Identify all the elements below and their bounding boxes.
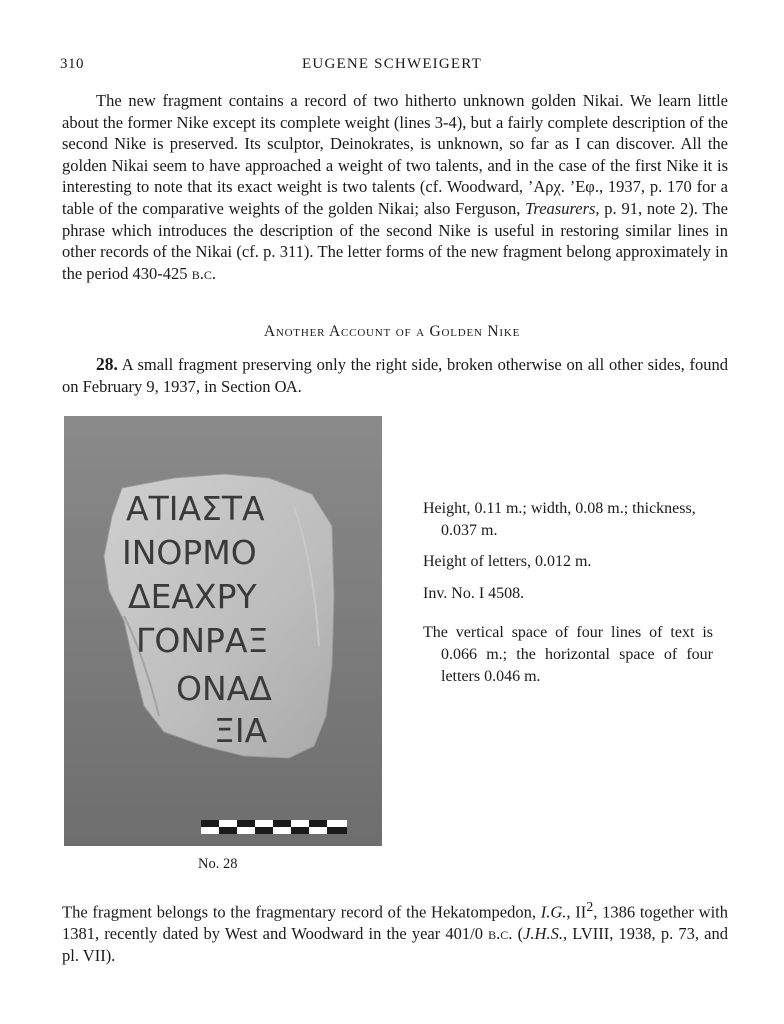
- scale-bar: [201, 820, 347, 834]
- section-heading: Another Account of a Golden Nike: [263, 323, 521, 340]
- closing-paragraph: [62, 896, 728, 966]
- fragment-photo: [64, 416, 382, 846]
- closing-text-3: , 1386 together with 1381, recently dated by West and Woodward in the year 401/0: [62, 902, 728, 944]
- entry-paragraph: [62, 354, 728, 397]
- ig-reference: I.G.,: [540, 902, 571, 922]
- closing-text-2: II: [570, 902, 587, 922]
- inscription-line-2: ΙΝΟΡΜΟ: [122, 533, 257, 572]
- closing-text-5: LVIII, 1938, p. 73, and pl. VII).: [62, 924, 728, 965]
- dimensions-text: Height, 0.11 m.; width, 0.08 m.; thickness, 0.037 m.: [423, 500, 696, 539]
- inscription-line-6: ΞΙΑ: [214, 711, 268, 750]
- greek-reference: ’Αρχ. ’Εφ.: [527, 177, 599, 197]
- fragment-specs: [423, 498, 713, 697]
- closing-era-label: b.c.: [488, 924, 513, 944]
- intro-text: The new fragment contains a record of two hitherto unknown golden Nikai. We learn little about the former Nike except its complete weight (lines 3-4), but a fairly complete description of the second Nike is preserved. Its sculptor, Deinokrates, is unknown, so far as I can discover. All the golden Nikai seem to have approached a weight of two talents, and in the case of the first Nike it is interesting to note that its exact weight is two talents (cf. Woodward,: [62, 91, 728, 197]
- inscription-line-1: ΑΤΙΑΣΤΑ: [126, 489, 265, 528]
- intro-text-2: , 1937, p. 170 for a table of the comparative weights of the golden Nikai; also Ferguson,: [62, 177, 728, 218]
- letter-height-text: Height of letters, 0.012 m.: [423, 553, 592, 571]
- inscription-line-3: ΔΕΑΧΡΥ: [128, 577, 257, 616]
- edition-superscript: 2: [586, 899, 594, 914]
- page-number: 310: [60, 56, 84, 72]
- spacing-text: The vertical space of four lines of text is 0.066 m.; the horizontal space of four letters 0.046 m.: [423, 624, 713, 685]
- inventory-number: Inv. No. I 4508.: [423, 584, 525, 602]
- intro-text-3: p. 91, note 2). The phrase which introduces the description of the second Nike is useful in restoring similar lines in other records of the Nikai (cf. p. 311). The letter forms of the new fragment belong approximately in the period 430-425: [62, 198, 728, 283]
- closing-text-4: (: [512, 924, 524, 944]
- inscription-line-5: ΟΝΑΔ: [176, 669, 272, 708]
- intro-paragraph: [62, 90, 728, 284]
- photo-caption: No. 28: [198, 856, 238, 872]
- treasurers-title: Treasurers,: [525, 198, 600, 218]
- journal-reference: J.H.S.,: [523, 924, 568, 944]
- closing-text: The fragment belongs to the fragmentary record of the Hekatompedon,: [62, 902, 541, 922]
- entry-text: A small fragment preserving only the right side, broken otherwise on all other sides, found on February 9, 1937, in Section: [62, 355, 728, 396]
- section-code: ΟΑ.: [274, 376, 302, 396]
- running-head: EUGENE SCHWEIGERT: [302, 56, 482, 72]
- inscription-line-4: ΓΟΝΡΑΞ: [136, 621, 269, 660]
- entry-number: 28.: [96, 354, 118, 374]
- era-label: b.c.: [191, 263, 216, 283]
